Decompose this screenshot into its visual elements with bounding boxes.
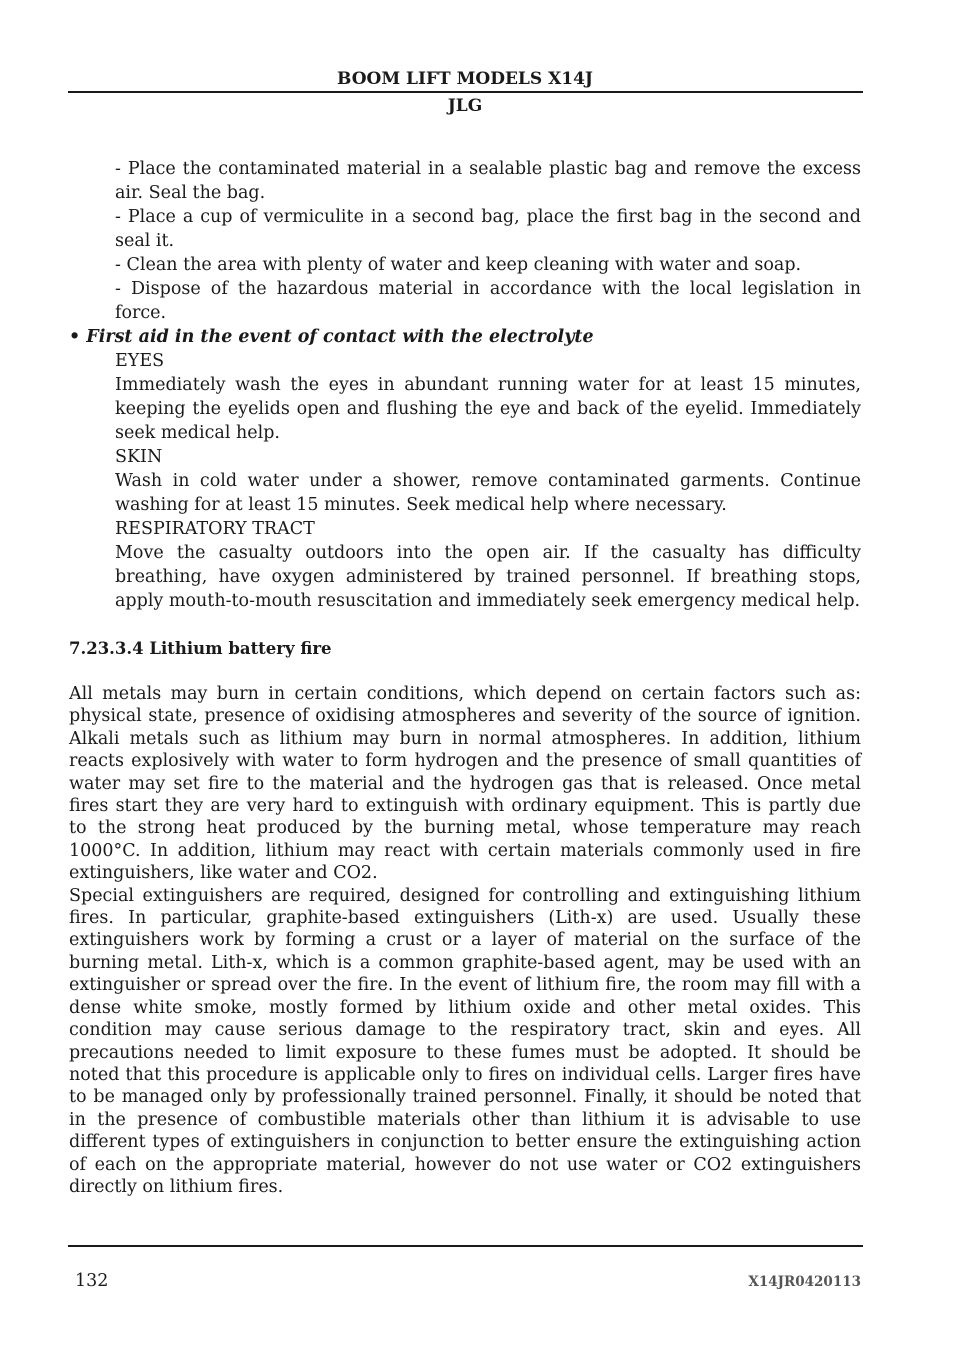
section-heading: 7.23.3.4 Lithium battery fire — [69, 639, 332, 658]
first-aid-heading — [69, 325, 861, 349]
paragraph: Special extinguishers are required, designed for controlling and extinguishing lithium fires. In particular, graphite-based extinguishers (Lith-x) are used. Usually these extinguishers work by forming a crust or a layer of material on the surface of the burning metal. Lith-x, which is a common graphite-based agent, may be used with an extinguisher or spread over the fire. In the event of lithium fire, the room may fill with a dense white smoke, mostly formed by lithium oxide and other metal oxides. This condition may cause serious damage to the respiratory tract, skin and eyes. All precautions needed to limit exposure to these fumes must be adopted. It should be noted that this procedure is applicable only to fires on individual cells. Larger fires have to be managed only by professionally trained personnel. Finally, it should be noted that in the presence of combustible materials other than lithium it is advisable to use different types of extinguishers in conjunction to better ensure the extinguishing action of each on the appropriate material, however do not use water or CO2 extinguishers directly on lithium fires. — [69, 885, 861, 1197]
first-aid-heading-text: First aid in the event of contact with the electrolyte — [86, 327, 594, 347]
document-header-brand: JLG — [447, 96, 483, 116]
disposal-step: - Place the contaminated material in a sealable plastic bag and remove the excess air. Seal the bag. — [115, 159, 861, 203]
page-number: 132 — [75, 1271, 109, 1291]
eyes-instructions: Immediately wash the eyes in abundant running water for at least 15 minutes, keeping the eyelids open and flushing the eye and back of the eyelid. Immediately seek medical help. — [115, 375, 861, 443]
first-aid-section — [69, 157, 861, 613]
document-header-title: BOOM LIFT MODELS X14J — [337, 69, 593, 89]
disposal-step: - Place a cup of vermiculite in a second bag, place the first bag in the second and seal it. — [115, 207, 861, 251]
document-code: X14JR0420113 — [748, 1274, 861, 1290]
section-body — [69, 683, 861, 1198]
footer-divider — [68, 1245, 863, 1247]
disposal-step: - Clean the area with plenty of water and keep cleaning with water and soap. — [115, 255, 802, 275]
bullet-marker: • — [69, 327, 81, 347]
respiratory-instructions: Move the casualty outdoors into the open air. If the casualty has difficulty breathing, have oxygen administered by trained personnel. If breathing stops, apply mouth-to-mouth resuscitation and immediately seek emergency medical help. — [115, 543, 861, 611]
skin-instructions: Wash in cold water under a shower, remove contaminated garments. Continue washing for at least 15 minutes. Seek medical help where necessary. — [115, 471, 861, 515]
disposal-step: - Dispose of the hazardous material in accordance with the local legislation in force. — [115, 279, 861, 323]
header-divider — [68, 91, 863, 93]
skin-title: SKIN — [115, 447, 163, 467]
eyes-title: EYES — [115, 351, 165, 371]
respiratory-title: RESPIRATORY TRACT — [115, 519, 315, 539]
paragraph: All metals may burn in certain conditions, which depend on certain factors such as: physical state, presence of oxidising atmospheres and severity of the source of ignition. Alkali metals such as lithium may burn in normal atmospheres. In addition, lithium reacts explosively with water to form hydrogen and the presence of small quantities of water may set fire to the material and the hydrogen gas that is released. Once metal fires start they are very hard to extinguish with ordinary equipment. This is partly due to the strong heat produced by the burning metal, whose temperature may reach 1000°C. In addition, lithium may react with certain materials commonly used in fire extinguishers, like water and CO2. — [69, 684, 861, 884]
